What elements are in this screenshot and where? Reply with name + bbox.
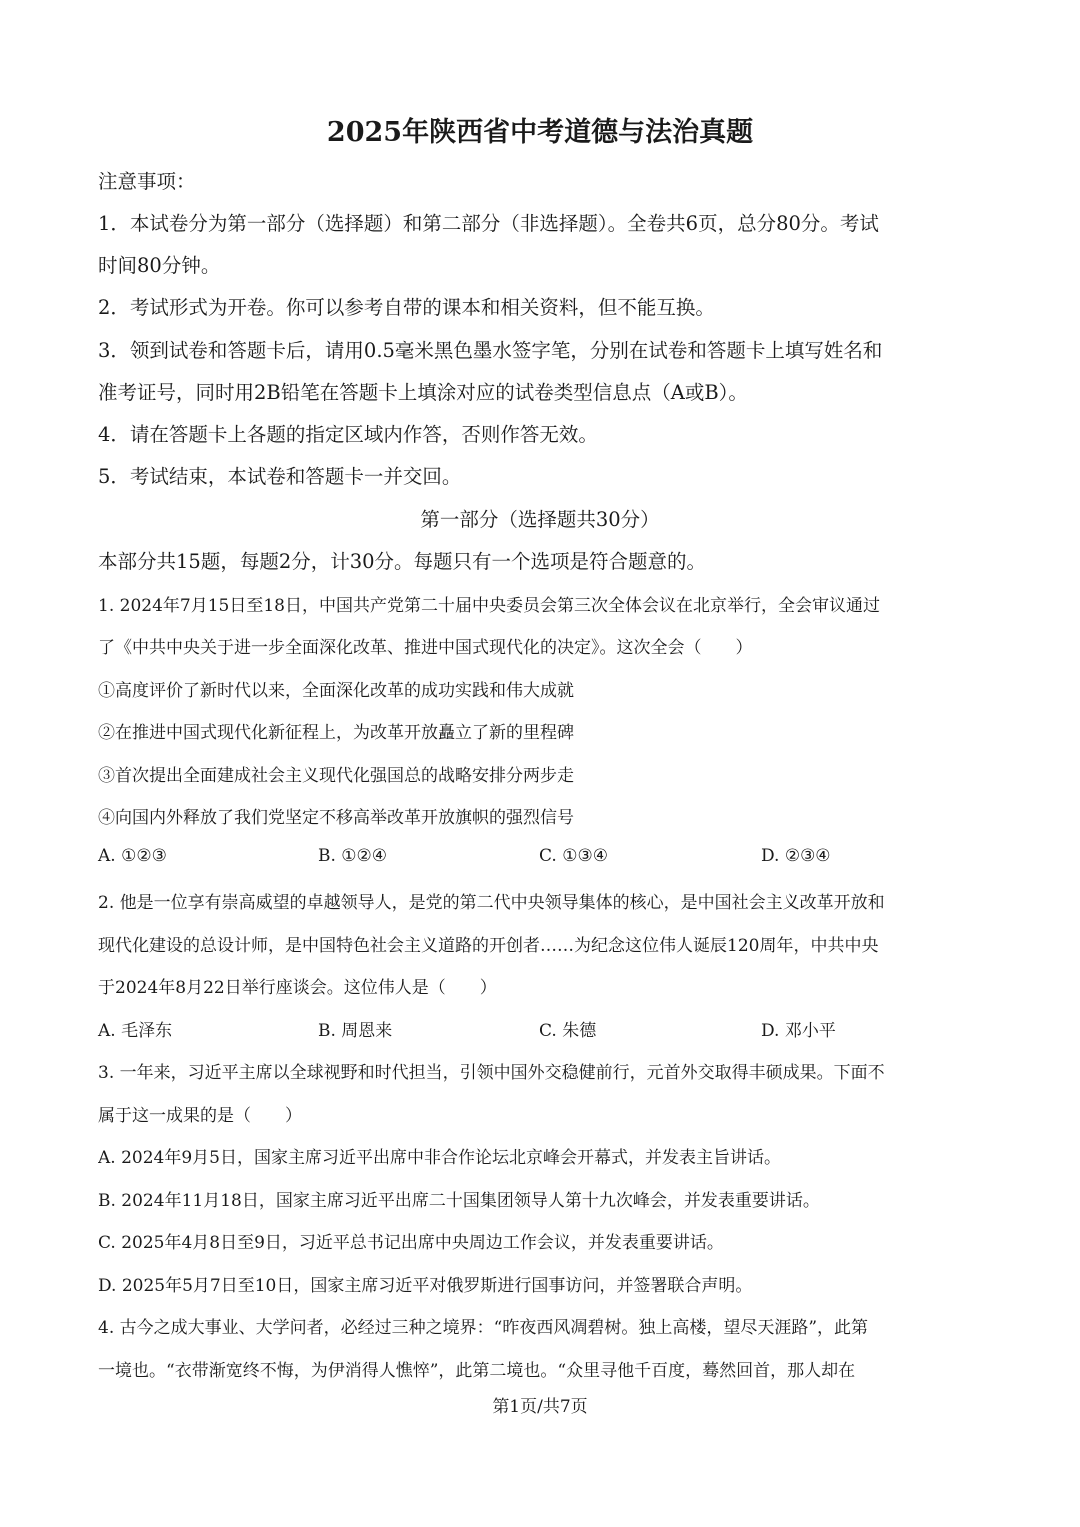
question-3-line: 3. 一年来，习近平主席以全球视野和时代担当，引领中国外交稳健前行，元首外交取得丰硕成果。下面不 xyxy=(98,1063,885,1083)
option-b: B. 周恩来 xyxy=(318,1021,393,1041)
question-1-line: 了《中共中央关于进一步全面深化改革、推进中国式现代化的决定》。这次全会（ ） xyxy=(98,638,753,658)
option-b: B. 2024年11月18日，国家主席习近平出席二十国集团领导人第十九次峰会，并发表重要讲话。 xyxy=(98,1191,820,1211)
question-2-line: 于2024年8月22日举行座谈会。这位伟人是（ ） xyxy=(98,978,497,998)
notice-line: 4．请在答题卡上各题的指定区域内作答，否则作答无效。 xyxy=(98,423,598,446)
notice-line: 3．领到试卷和答题卡后，请用0.5毫米黑色墨水签字笔，分别在试卷和答题卡上填写姓名和 xyxy=(98,339,883,362)
question-1-item: ①高度评价了新时代以来，全面深化改革的成功实践和伟大成就 xyxy=(98,681,574,701)
part1-instruction: 本部分共15题，每题2分，计30分。每题只有一个选项是符合题意的。 xyxy=(98,550,707,573)
question-2-line: 现代化建设的总设计师，是中国特色社会主义道路的开创者……为纪念这位伟人诞辰120周年，中共中央 xyxy=(98,936,879,956)
notice-line: 1．本试卷分为第一部分（选择题）和第二部分（非选择题）。全卷共6页，总分80分。考试 xyxy=(98,212,879,235)
notice-line: 2．考试形式为开卷。你可以参考自带的课本和相关资料，但不能互换。 xyxy=(98,296,715,319)
question-4-line: 一境也。“衣带渐宽终不悔，为伊消得人憔悴”，此第二境也。“众里寻他千百度，蓦然回首，那人却在 xyxy=(98,1361,856,1381)
notice-line: 5．考试结束，本试卷和答题卡一并交回。 xyxy=(98,465,462,488)
question-1-item: ③首次提出全面建成社会主义现代化强国总的战略安排分两步走 xyxy=(98,766,574,786)
option-a: A. 2024年9月5日，国家主席习近平出席中非合作论坛北京峰会开幕式，并发表主旨讲话。 xyxy=(98,1148,781,1168)
option-a: A. ①②③ xyxy=(98,846,167,866)
part1-heading: 第一部分（选择题共30分） xyxy=(420,508,660,531)
option-c: C. ①③④ xyxy=(539,846,608,866)
option-b: B. ①②④ xyxy=(318,846,388,866)
option-d: D. ②③④ xyxy=(761,846,831,866)
page-number: 第1页/共7页 xyxy=(492,1397,588,1417)
page-title: 2025年陕西省中考道德与法治真题 xyxy=(326,117,754,148)
question-1-item: ④向国内外释放了我们党坚定不移高举改革开放旗帜的强烈信号 xyxy=(98,808,574,828)
question-1-line: 1. 2024年7月15日至18日，中国共产党第二十届中央委员会第三次全体会议在北京举行，全会审议通过 xyxy=(98,596,880,616)
option-d: D. 2025年5月7日至10日，国家主席习近平对俄罗斯进行国事访问，并签署联合声明。 xyxy=(98,1276,753,1296)
notice-line: 准考证号，同时用2B铅笔在答题卡上填涂对应的试卷类型信息点（A或B）。 xyxy=(98,381,748,404)
option-a: A. 毛泽东 xyxy=(98,1021,173,1041)
option-c: C. 2025年4月8日至9日，习近平总书记出席中央周边工作会议，并发表重要讲话。 xyxy=(98,1233,724,1253)
question-4-line: 4. 古今之成大事业、大学问者，必经过三种之境界：“昨夜西风凋碧树。独上高楼，望尽天涯路”，此第 xyxy=(98,1318,869,1338)
notice-heading: 注意事项： xyxy=(98,170,196,193)
option-d: D. 邓小平 xyxy=(761,1021,836,1041)
option-c: C. 朱德 xyxy=(539,1021,597,1041)
question-1-item: ②在推进中国式现代化新征程上，为改革开放矗立了新的里程碑 xyxy=(98,723,574,743)
notice-line: 时间80分钟。 xyxy=(98,254,221,277)
question-2-line: 2. 他是一位享有崇高威望的卓越领导人，是党的第二代中央领导集体的核心，是中国社会主义改革开放和 xyxy=(98,893,885,913)
question-3-line: 属于这一成果的是（ ） xyxy=(98,1106,302,1126)
